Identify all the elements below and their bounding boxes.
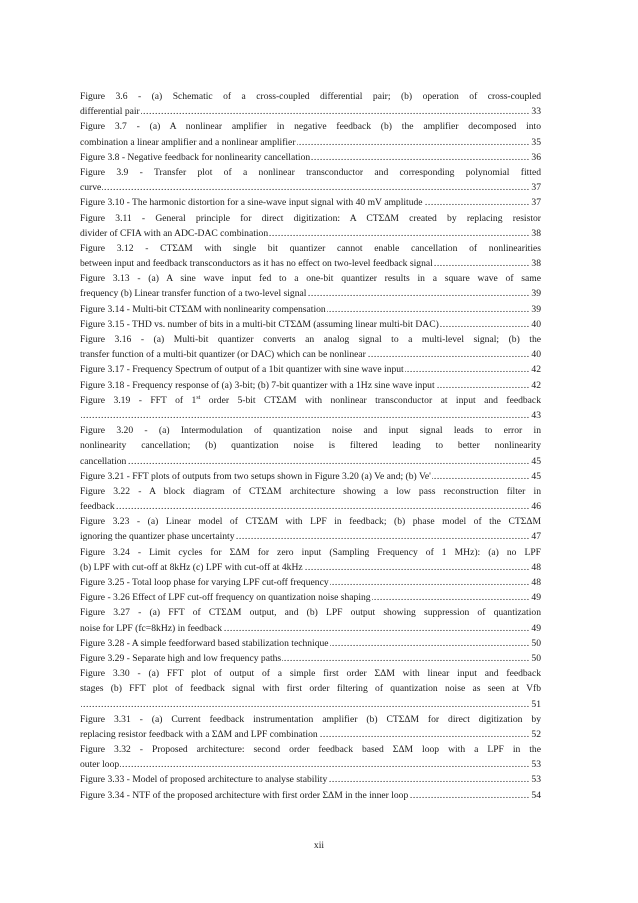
entry-page-number: 39 bbox=[530, 286, 541, 301]
entry-caption-tail: between input and feedback transconductors as it has no effect on two-level feedback signal bbox=[80, 258, 433, 270]
entry-caption-tail: frequency (b) Linear transfer function of a two-level signal bbox=[80, 288, 307, 300]
page-number: xii bbox=[313, 840, 325, 851]
entry-caption-line: Figure 3.23 - (a) Linear model of CTΣΔM with LPF in feedback; (b) phase model of the CTΣΔM bbox=[80, 516, 541, 528]
entry-last-line bbox=[80, 454, 541, 469]
entry-page-number: 48 bbox=[530, 575, 541, 590]
entry-caption-tail: Figure 3.21 - FFT plots of outputs from two setups shown in Figure 3.20 (a) Ve and; (b) Ve' bbox=[80, 470, 431, 482]
entry-caption-tail: replacing resistor feedback with a ΣΔM and LPF combination bbox=[80, 728, 318, 740]
list-of-figures bbox=[80, 89, 541, 803]
entry-caption-tail: Figure 3.15 - THD vs. number of bits in a multi-bit CTΣΔM (assuming linear multi-bit DAC) bbox=[80, 318, 439, 330]
entry-page-number: 52 bbox=[530, 727, 541, 742]
entry-page-number: 49 bbox=[530, 621, 541, 636]
entry-caption-line: Figure 3.11 - General principle for direct digitization: A CTΣΔM created by replacing resistor bbox=[80, 212, 541, 224]
entry-caption-tail: Figure 3.33 - Model of proposed architecture to analyse stability bbox=[80, 774, 328, 786]
entry-page-number: 42 bbox=[530, 362, 541, 377]
entry-last-line bbox=[80, 529, 541, 544]
entry-caption-tail: Figure 3.34 - NTF of the proposed architecture with first order ΣΔM in the inner loop bbox=[80, 789, 409, 801]
entry-page-number: 37 bbox=[530, 195, 541, 210]
figure-entry bbox=[80, 271, 541, 301]
entry-page-number: 33 bbox=[530, 104, 541, 119]
entry-caption-line: Figure 3.30 - (a) FFT plot of output of a simple first order ΣΔM with linear input and feedback bbox=[80, 668, 541, 680]
figure-entry bbox=[80, 241, 541, 271]
entry-last-line bbox=[80, 757, 541, 772]
entry-caption-tail: Figure 3.25 - Total loop phase for varying LPF cut-off frequency bbox=[80, 577, 329, 588]
entry-caption-tail: curve bbox=[80, 182, 102, 194]
entry-last-line bbox=[80, 651, 541, 666]
entry-last-line bbox=[80, 256, 541, 271]
entry-caption-tail: noise for LPF (fc=8kHz) in feedback bbox=[80, 622, 223, 634]
entry-page-number: 38 bbox=[530, 256, 541, 271]
entry-caption-line: Figure 3.13 - (a) A sine wave input fed to a one-bit quantizer results in a square wave of same bbox=[80, 273, 541, 285]
figure-entry bbox=[80, 165, 541, 195]
entry-page-number: 39 bbox=[530, 302, 541, 317]
entry-page-number: 40 bbox=[530, 347, 541, 362]
figure-entry bbox=[80, 362, 541, 377]
entry-last-line bbox=[80, 408, 541, 423]
entry-last-line bbox=[80, 788, 541, 803]
figure-entry bbox=[80, 772, 541, 787]
figure-entry bbox=[80, 590, 541, 605]
entry-last-line bbox=[80, 621, 541, 636]
entry-last-line bbox=[80, 317, 541, 332]
entry-page-number: 42 bbox=[530, 378, 541, 393]
entry-caption-line: Figure 3.7 - (a) A nonlinear amplifier in negative feedback (b) the amplifier decomposed into bbox=[80, 121, 541, 133]
figure-entry bbox=[80, 89, 541, 119]
entry-caption-line: Figure 3.6 - (a) Schematic of a cross-coupled differential pair; (b) operation of cross-coupled bbox=[80, 91, 541, 102]
entry-last-line bbox=[80, 226, 541, 241]
entry-caption-line: stages (b) FFT plot of feedback signal with first order filtering of quantization noise as seen at Vfb bbox=[80, 683, 541, 695]
entry-caption-tail: feedback bbox=[80, 501, 115, 513]
entry-last-line bbox=[80, 362, 541, 377]
entry-last-line bbox=[80, 499, 541, 514]
entry-caption-tail bbox=[80, 699, 81, 710]
entry-page-number: 53 bbox=[530, 772, 541, 787]
entry-caption-tail: combination a linear amplifier and a nonlinear amplifier bbox=[80, 136, 296, 148]
figure-entry bbox=[80, 575, 541, 590]
figure-entry bbox=[80, 332, 541, 362]
entry-last-line bbox=[80, 560, 541, 575]
figure-entry bbox=[80, 378, 541, 393]
entry-caption-tail: differential pair bbox=[80, 106, 140, 118]
figure-entry bbox=[80, 651, 541, 666]
entry-page-number: 36 bbox=[530, 150, 541, 165]
entry-caption-line: Figure 3.9 - Transfer plot of a nonlinear transconductor and corresponding polynomial fitted bbox=[80, 166, 541, 178]
figure-entry bbox=[80, 636, 541, 651]
entry-caption-line: Figure 3.31 - (a) Current feedback instrumentation amplifier (b) CTΣΔM for direct digitization by bbox=[80, 713, 541, 725]
figure-entry bbox=[80, 484, 541, 514]
entry-caption-tail: Figure - 3.26 Effect of LPF cut-off frequency on quantization noise shaping bbox=[80, 592, 371, 604]
entry-last-line bbox=[80, 286, 541, 301]
entry-page-number: 46 bbox=[530, 499, 541, 514]
figure-entry bbox=[80, 469, 541, 484]
entry-caption-tail: cancellation bbox=[80, 455, 127, 467]
entry-page-number: 40 bbox=[530, 317, 541, 332]
entry-caption-line: Figure 3.20 - (a) Intermodulation of quantization noise and input signal leads to error in bbox=[80, 425, 541, 437]
entry-page-number: 45 bbox=[530, 454, 541, 469]
entry-last-line bbox=[80, 575, 541, 590]
figure-entry bbox=[80, 666, 541, 712]
entry-caption-line: Figure 3.16 - (a) Multi-bit quantizer converts an analog signal to a multi-level signal; (b) the bbox=[80, 334, 541, 345]
entry-last-line bbox=[80, 378, 541, 393]
entry-caption-tail: Figure 3.17 - Frequency Spectrum of output of a 1bit quantizer with sine wave input bbox=[80, 364, 404, 376]
entry-page-number: 53 bbox=[530, 757, 541, 772]
entry-caption-line: Figure 3.12 - CTΣΔM with single bit quantizer cannot enable cancellation of nonlinearities bbox=[80, 242, 541, 254]
entry-caption-tail: transfer function of a multi-bit quantizer (or DAC) which can be nonlinear bbox=[80, 349, 366, 361]
entry-page-number: 35 bbox=[530, 135, 541, 150]
entry-page-number: 38 bbox=[530, 226, 541, 241]
figure-entry bbox=[80, 317, 541, 332]
entry-caption-tail: Figure 3.8 - Negative feedback for nonlinearity cancellation bbox=[80, 151, 311, 163]
figure-entry bbox=[80, 211, 541, 241]
entry-caption-tail bbox=[80, 410, 81, 421]
entry-page-number: 50 bbox=[530, 651, 541, 666]
entry-page-number: 43 bbox=[530, 408, 541, 423]
entry-caption-line: Figure 3.32 - Proposed architecture: second order feedback based ΣΔM loop with a LPF in the bbox=[80, 744, 541, 756]
figure-entry bbox=[80, 423, 541, 469]
figure-entry bbox=[80, 742, 541, 772]
entry-last-line bbox=[80, 772, 541, 787]
entry-page-number: 49 bbox=[530, 590, 541, 605]
entry-last-line bbox=[80, 347, 541, 362]
entry-page-number: 37 bbox=[530, 180, 541, 195]
entry-caption-tail: (b) LPF with cut-off at 8kHz (c) LPF with cut-off at 4kHz bbox=[80, 561, 303, 573]
entry-caption-tail: Figure 3.10 - The harmonic distortion for a sine-wave input signal with 40 mV amplitude bbox=[80, 197, 423, 209]
entry-caption-line: Figure 3.19 - FFT of 1st order 5-bit CTΣΔM with nonlinear transconductor at input and feedback bbox=[80, 394, 541, 406]
figure-entry bbox=[80, 545, 541, 575]
figure-entry bbox=[80, 712, 541, 742]
figure-entry bbox=[80, 150, 541, 165]
entry-last-line bbox=[80, 302, 541, 317]
entry-caption-tail: Figure 3.28 - A simple feedforward based stabilization technique bbox=[80, 637, 329, 649]
entry-page-number: 50 bbox=[530, 636, 541, 651]
entry-page-number: 51 bbox=[530, 697, 541, 712]
figure-entry bbox=[80, 302, 541, 317]
figure-entry bbox=[80, 119, 541, 149]
entry-caption-tail: outer loop bbox=[80, 759, 120, 771]
entry-last-line bbox=[80, 195, 541, 210]
figure-entry bbox=[80, 195, 541, 210]
figure-entry bbox=[80, 393, 541, 423]
entry-last-line bbox=[80, 469, 541, 484]
entry-last-line bbox=[80, 104, 541, 119]
entry-caption-tail: ignoring the quantizer phase uncertainty bbox=[80, 531, 235, 543]
entry-last-line bbox=[80, 135, 541, 150]
entry-page-number: 54 bbox=[530, 788, 541, 803]
entry-page-number: 45 bbox=[530, 469, 541, 484]
entry-last-line bbox=[80, 590, 541, 605]
entry-caption-line: nonlinearity cancellation; (b) quantization noise is filtered leading to better nonlinearity bbox=[80, 440, 541, 452]
entry-caption-line: Figure 3.24 - Limit cycles for ΣΔM for zero input (Sampling Frequency of 1 MHz): (a) no LPF bbox=[80, 546, 541, 558]
figure-entry bbox=[80, 605, 541, 635]
entry-caption-line: Figure 3.27 - (a) FFT of CTΣΔM output, and (b) LPF output showing suppression of quantization bbox=[80, 607, 541, 619]
entry-last-line bbox=[80, 180, 541, 195]
entry-last-line bbox=[80, 150, 541, 165]
entry-caption-line: Figure 3.22 - A block diagram of CTΣΔM architecture showing a low pass reconstruction filter in bbox=[80, 485, 541, 497]
entry-page-number: 48 bbox=[530, 560, 541, 575]
entry-last-line bbox=[80, 727, 541, 742]
figure-entry bbox=[80, 514, 541, 544]
entry-page-number: 47 bbox=[530, 529, 541, 544]
entry-caption-tail: Figure 3.29 - Separate high and low frequency paths bbox=[80, 652, 282, 664]
entry-last-line bbox=[80, 636, 541, 651]
entry-last-line bbox=[80, 697, 541, 712]
figure-entry bbox=[80, 788, 541, 803]
entry-caption-tail: Figure 3.14 - Multi-bit CTΣΔM with nonlinearity compensation bbox=[80, 303, 326, 315]
entry-caption-tail: Figure 3.18 - Frequency response of (a) 3-bit; (b) 7-bit quantizer with a 1Hz sine wave input bbox=[80, 379, 435, 391]
entry-caption-tail: divider of CFIA with an ADC-DAC combination bbox=[80, 227, 269, 239]
